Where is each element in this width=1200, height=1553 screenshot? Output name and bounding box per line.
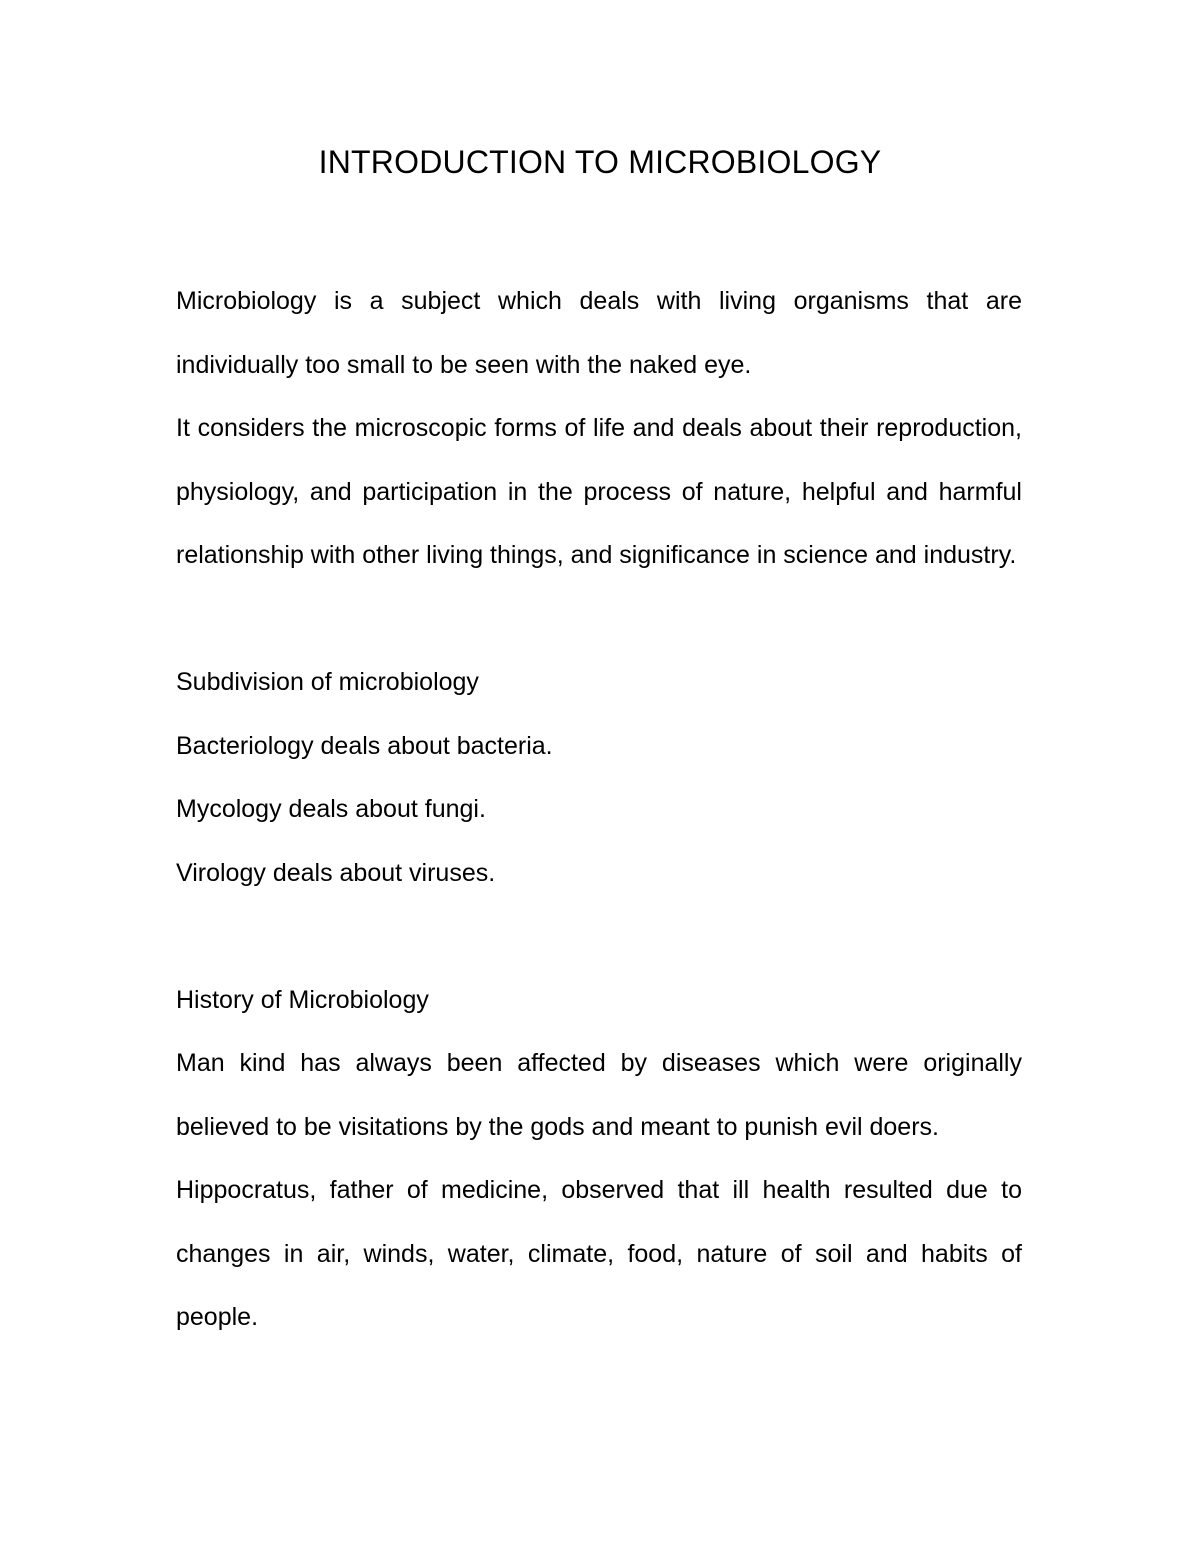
history-paragraph-1: Man kind has always been affected by diseases which were originally believed to be visitations by the gods and meant to punish evil doers. — [176, 1049, 1022, 1141]
intro-paragraph-2: It considers the microscopic forms of life and deals about their reproduction, physiology, and participation in the process of nature, helpful and harmful relationship with other living things, and significance in science and industry. — [176, 414, 1022, 569]
document-body — [176, 270, 1022, 1350]
subdivision-item-mycology: Mycology deals about fungi. — [176, 795, 486, 823]
subdivision-heading: Subdivision of microbiology — [176, 668, 479, 696]
section-spacer — [176, 905, 1022, 969]
subdivision-item-bacteriology: Bacteriology deals about bacteria. — [176, 731, 553, 760]
section-spacer — [176, 588, 1022, 652]
subdivision-item-virology: Virology deals about viruses. — [176, 858, 496, 887]
intro-paragraph-1: Microbiology is a subject which deals with living organisms that are individually too small to be seen with the naked eye. — [176, 287, 1022, 379]
page-title: INTRODUCTION TO MICROBIOLOGY — [318, 144, 882, 180]
history-heading: History of Microbiology — [176, 985, 429, 1014]
history-paragraph-2: Hippocratus, father of medicine, observed that ill health resulted due to changes in air, winds, water, climate, food, nature of soil and habits of people. — [176, 1176, 1022, 1331]
